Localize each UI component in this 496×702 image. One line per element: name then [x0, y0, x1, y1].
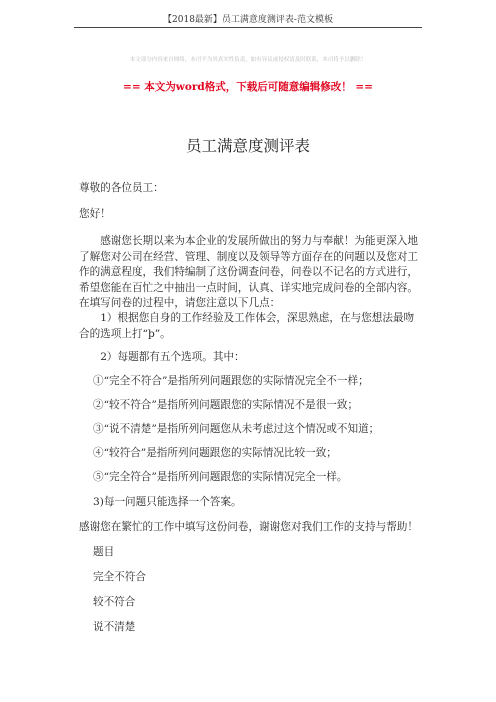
rating-definition-3: ③“说不清楚”是指所列问题您从未考虑过这个情况或不知道；: [93, 423, 380, 435]
header-rule: [74, 27, 422, 28]
rating-definition-2: ②“较不符合”是指所列问题跟您的实际情况不是很一致；: [93, 399, 359, 411]
instruction-3: 3)每一问题只能选择一个答案。: [93, 496, 242, 508]
editable-notice: == 本文为word格式，下载后可随意编辑修改！ ==: [123, 81, 373, 93]
instruction-2: 2）每题都有五个选项。其中：: [100, 351, 245, 363]
thanks-note: 感谢您在繁忙的工作中填写这份问卷，谢谢您对我们工作的支持与帮助！: [79, 521, 418, 533]
salutation: 尊敬的各位员工：: [79, 182, 164, 194]
document-title: 员工满意度测评表: [185, 137, 310, 155]
page-header: 【2018最新】员工满意度测评表-范文模板: [163, 15, 333, 25]
intro-paragraph: 感谢您长期以来为本企业的发展所做出的努力与奉献！为能更深入地了解您对公司在经营、管理、制度以及领导等方面存在的问题以及您对工作的满意程度，我们特编制了这份调查问卷，问卷以不记名的方式进行，希望您能在百忙之中抽出一点时间，认真、详实地完成问卷的全部内容。在填写问卷的过程中，请您注意以下几点：: [79, 235, 418, 309]
choice-label: 完全不符合: [93, 571, 146, 583]
rating-definition-1: ①“完全不符合”是指所列问题跟您的实际情况完全不一样；: [93, 375, 369, 387]
rating-definition-4: ④“较符合”是指所列问题跟您的实际情况比较一致；: [93, 447, 337, 459]
choice-label: 较不符合: [93, 596, 136, 608]
disclaimer-text: 本文部分内容来自网络，本司不为其真实性负责，如有异议或侵权请及时联系，本司将予以删除！: [129, 57, 367, 63]
rating-definition-5: ⑤“完全符合”是指所列问题跟您的实际情况完全一样。: [93, 471, 348, 483]
greeting: 您好！: [79, 208, 111, 220]
instruction-1: 1）根据您自身的工作经验及工作体会，深思熟虑，在与您想法最吻合的选项上打“þ”。: [79, 312, 415, 340]
choice-label: 说不清楚: [93, 621, 136, 633]
table-header-question: 题目: [93, 546, 115, 558]
